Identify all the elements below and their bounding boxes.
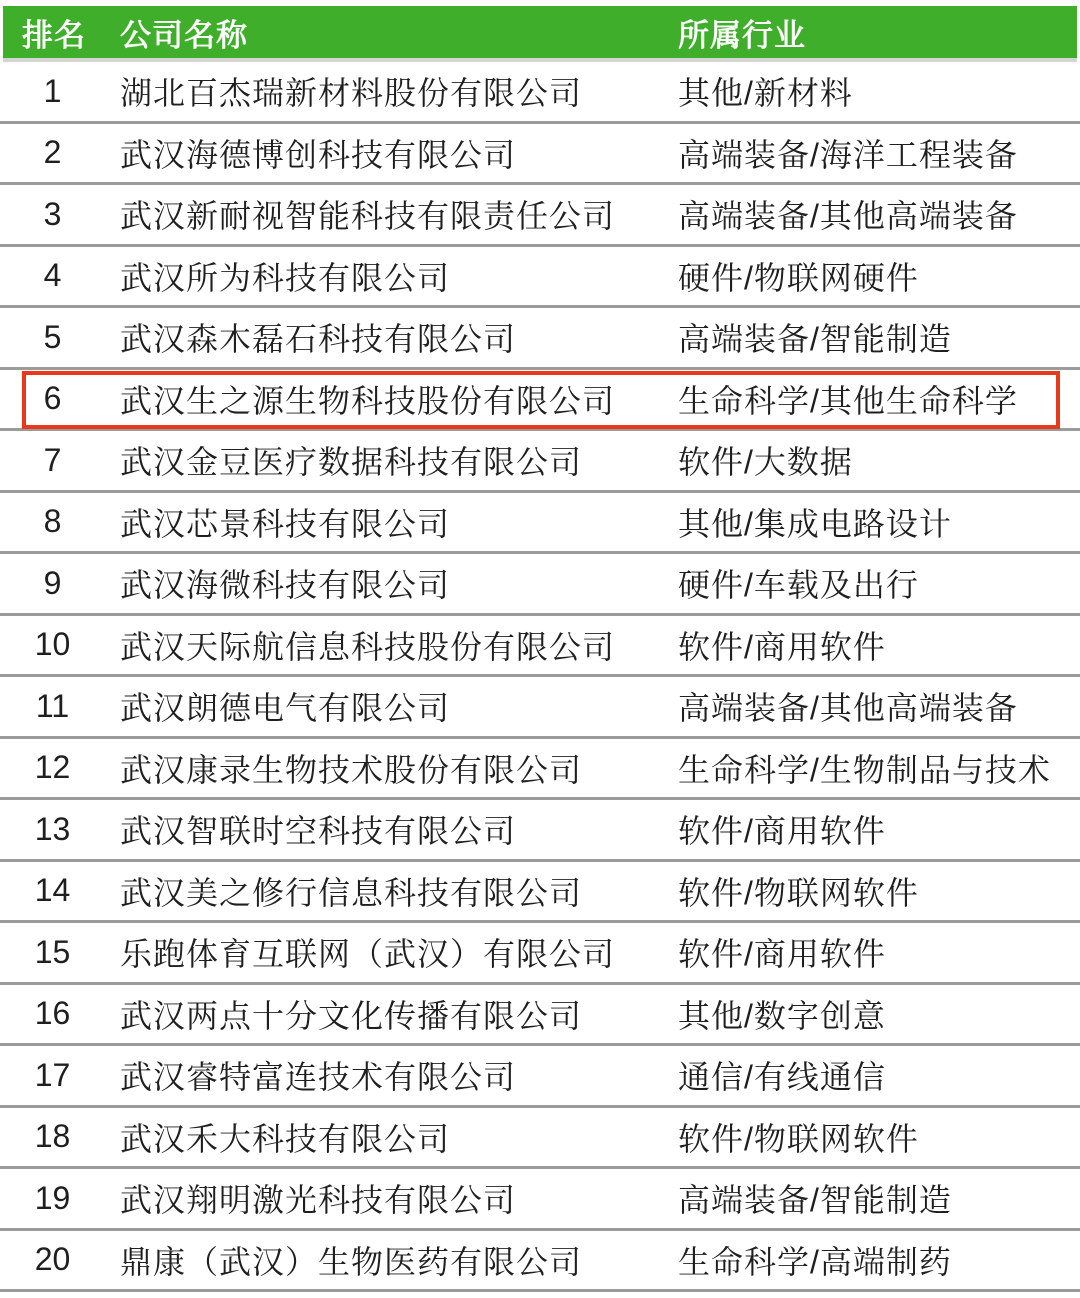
- company-cell: 武汉所为科技有限公司: [120, 259, 451, 296]
- company-ranking-table: [0, 6, 1080, 1298]
- company-cell: 鼎康（武汉）生物医药有限公司: [120, 1243, 583, 1280]
- table-row: [0, 1108, 1080, 1170]
- table-header-row: [3, 6, 1077, 62]
- rank-cell: 1: [43, 72, 62, 109]
- company-cell: 武汉禾大科技有限公司: [120, 1120, 451, 1157]
- rank-cell: 6: [43, 380, 62, 417]
- table-row: [0, 800, 1080, 862]
- industry-cell: 硬件/物联网硬件: [678, 259, 919, 296]
- rank-cell: 20: [34, 1241, 71, 1278]
- industry-cell: 高端装备/海洋工程装备: [678, 136, 1018, 173]
- table-row: [0, 554, 1080, 616]
- table-row: [0, 493, 1080, 555]
- industry-cell: 硬件/车载及出行: [678, 567, 919, 604]
- company-cell: 武汉美之修行信息科技有限公司: [120, 874, 583, 911]
- industry-cell: 软件/商用软件: [678, 628, 886, 665]
- company-cell: 武汉森木磊石科技有限公司: [120, 321, 517, 358]
- table-row: [0, 185, 1080, 247]
- company-cell: 武汉芯景科技有限公司: [120, 505, 451, 542]
- table-body: [0, 62, 1080, 1292]
- company-cell: 武汉新耐视智能科技有限责任公司: [120, 198, 616, 235]
- company-cell: 武汉两点十分文化传播有限公司: [120, 997, 583, 1034]
- rank-cell: 4: [43, 257, 62, 294]
- rank-cell: 9: [43, 564, 62, 601]
- table-row: [0, 862, 1080, 924]
- company-cell: 湖北百杰瑞新材料股份有限公司: [120, 75, 583, 112]
- industry-cell: 生命科学/高端制药: [678, 1243, 952, 1280]
- header-cell-rank: 排名: [22, 17, 86, 53]
- rank-cell: 10: [34, 626, 71, 663]
- company-cell: 武汉睿特富连技术有限公司: [120, 1059, 517, 1096]
- table-row: [0, 739, 1080, 801]
- company-cell: 武汉康录生物技术股份有限公司: [120, 751, 583, 788]
- table-row: [0, 1046, 1080, 1108]
- rank-cell: 18: [34, 1118, 71, 1155]
- company-cell: 乐跑体育互联网（武汉）有限公司: [120, 936, 616, 973]
- table-row: [0, 985, 1080, 1047]
- company-cell: 武汉智联时空科技有限公司: [120, 813, 517, 850]
- company-cell: 武汉海德博创科技有限公司: [120, 136, 517, 173]
- table-row: [0, 677, 1080, 739]
- company-cell: 武汉生之源生物科技股份有限公司: [120, 382, 616, 419]
- header-cell-company: 公司名称: [120, 17, 248, 53]
- industry-cell: 生命科学/其他生命科学: [678, 382, 1018, 419]
- rank-cell: 19: [34, 1179, 71, 1216]
- table-row: [0, 308, 1080, 370]
- industry-cell: 其他/数字创意: [678, 997, 886, 1034]
- rank-cell: 14: [34, 872, 71, 909]
- company-cell: 武汉金豆医疗数据科技有限公司: [120, 444, 583, 481]
- industry-cell: 高端装备/其他高端装备: [678, 198, 1018, 235]
- company-cell: 武汉天际航信息科技股份有限公司: [120, 628, 616, 665]
- rank-cell: 7: [43, 441, 62, 478]
- rank-cell: 15: [34, 933, 71, 970]
- table-row: [0, 431, 1080, 493]
- table-row: [0, 124, 1080, 186]
- industry-cell: 软件/物联网软件: [678, 874, 919, 911]
- table-row: [0, 1169, 1080, 1231]
- industry-cell: 高端装备/其他高端装备: [678, 690, 1018, 727]
- table-row: [0, 247, 1080, 309]
- company-cell: 武汉翔明激光科技有限公司: [120, 1182, 517, 1219]
- table-row: [0, 923, 1080, 985]
- table-row: [0, 616, 1080, 678]
- table-row: [0, 62, 1080, 124]
- company-cell: 武汉海微科技有限公司: [120, 567, 451, 604]
- rank-cell: 17: [34, 1056, 71, 1093]
- header-cell-industry: 所属行业: [678, 17, 806, 53]
- industry-cell: 生命科学/生物制品与技术: [678, 751, 1051, 788]
- industry-cell: 通信/有线通信: [678, 1059, 886, 1096]
- rank-cell: 16: [34, 995, 71, 1032]
- company-cell: 武汉朗德电气有限公司: [120, 690, 451, 727]
- rank-cell: 8: [43, 503, 62, 540]
- industry-cell: 软件/物联网软件: [678, 1120, 919, 1157]
- industry-cell: 其他/集成电路设计: [678, 505, 952, 542]
- industry-cell: 软件/商用软件: [678, 813, 886, 850]
- rank-cell: 12: [34, 749, 71, 786]
- rank-cell: 11: [35, 687, 70, 724]
- table-row: [0, 370, 1080, 432]
- table-row: [0, 1231, 1080, 1293]
- rank-cell: 3: [43, 195, 62, 232]
- industry-cell: 其他/新材料: [678, 75, 853, 112]
- industry-cell: 软件/大数据: [678, 444, 853, 481]
- industry-cell: 软件/商用软件: [678, 936, 886, 973]
- rank-cell: 13: [34, 810, 71, 847]
- industry-cell: 高端装备/智能制造: [678, 1182, 952, 1219]
- industry-cell: 高端装备/智能制造: [678, 321, 952, 358]
- rank-cell: 5: [43, 318, 62, 355]
- rank-cell: 2: [43, 134, 62, 171]
